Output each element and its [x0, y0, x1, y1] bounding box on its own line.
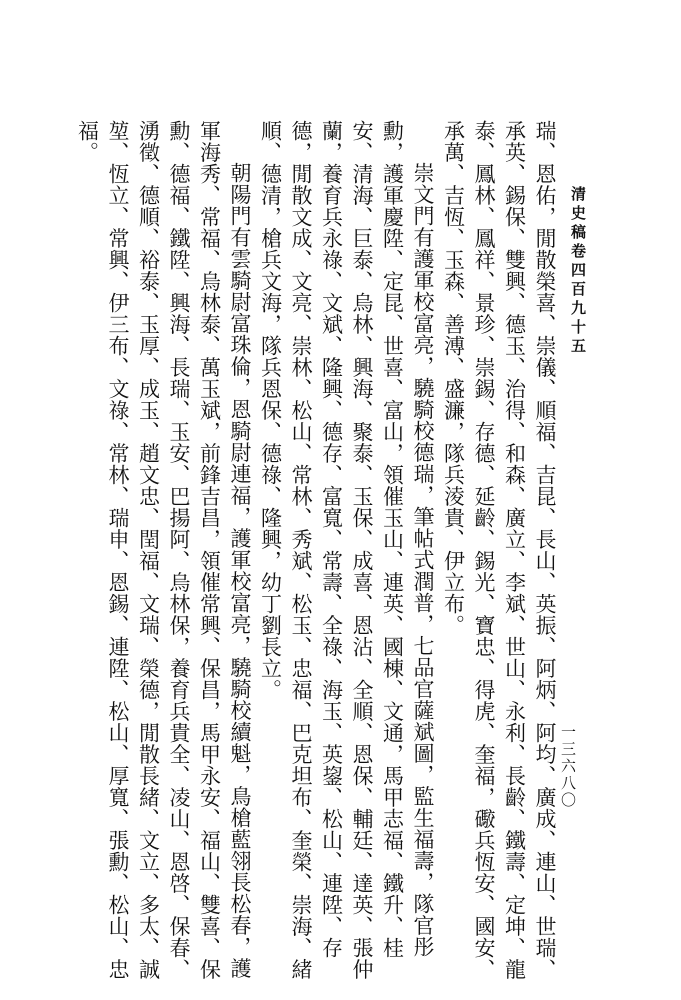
paragraph	[438, 120, 560, 1000]
paragraph-text: 瑞、恩佑，閒散榮喜、崇儀、順福、吉昆、長山、英振、阿炳、阿均、廣成、連山、世瑞、承英、錫保、雙興、德玉、治得、和森、廣立、李斌、世山、永利、長齡、鐵壽、定坤、龍泰、鳳林、鳳祥、景珍、崇錫、存德、延齡、錫光、寶忠、得虎、奎福，礮兵恆安、國安、承萬、吉恆、玉森、善溥、盛濂，隊兵淩貴、伊立布。	[441, 120, 557, 980]
paragraph-text: 朝陽門有雲騎尉富珠倫，恩騎尉連福，護軍校富亮，驍騎校續魁，鳥槍藍翎長松春，護軍海秀、常福、烏林泰、萬玉斌，前鋒吉昌，領催常興、保昌，馬甲永安、福山、雙喜、保勳、德福、鐵陞、興海、長瑞、玉安、巴揚阿、烏林保，養育兵貴全、凌山、恩啓、保春、湧徵、德順、裕泰、玉厚、成玉、趙文忠、閏福、文瑞、榮德，閒散長緒、文立、多太、誠堃、恆立、常興、伊三布、文祿、常林、瑞申、恩錫、連陞、松山、厚寬、張勳、松山、忠福。	[75, 120, 252, 980]
paragraph	[255, 120, 438, 1000]
paragraph	[72, 120, 255, 1000]
vertical-text-body	[75, 120, 560, 1000]
page-number: 一三六八〇	[559, 724, 577, 809]
running-header-title: 清史稿卷四百九十五	[569, 186, 587, 357]
paragraph-text: 崇文門有護軍校富亮，驍騎校德瑞，筆帖式潤普，七品官薩斌圖，監生福壽，隊官彤勳，護軍慶陞、定昆、世喜、富山，領催玉山、連英、國棟、文通，馬甲志福、鐵升、桂安、清海、巨泰、烏林、興海、聚泰、玉保、成喜、恩沾、全順、恩保、輔廷、達英、張仲蘭，養育兵永祿、文斌、隆興、德存、富寬、常壽、全祿、海玉、英鋆、松山、連陞、存德，閒散文成、文亮、崇林、松山、常林、秀斌、松玉、忠福、巴克坦布、奎榮、崇海、緒順、德清，槍兵文海，隊兵恩保、德祿、隆興，幼丁劉長立。	[258, 120, 435, 980]
